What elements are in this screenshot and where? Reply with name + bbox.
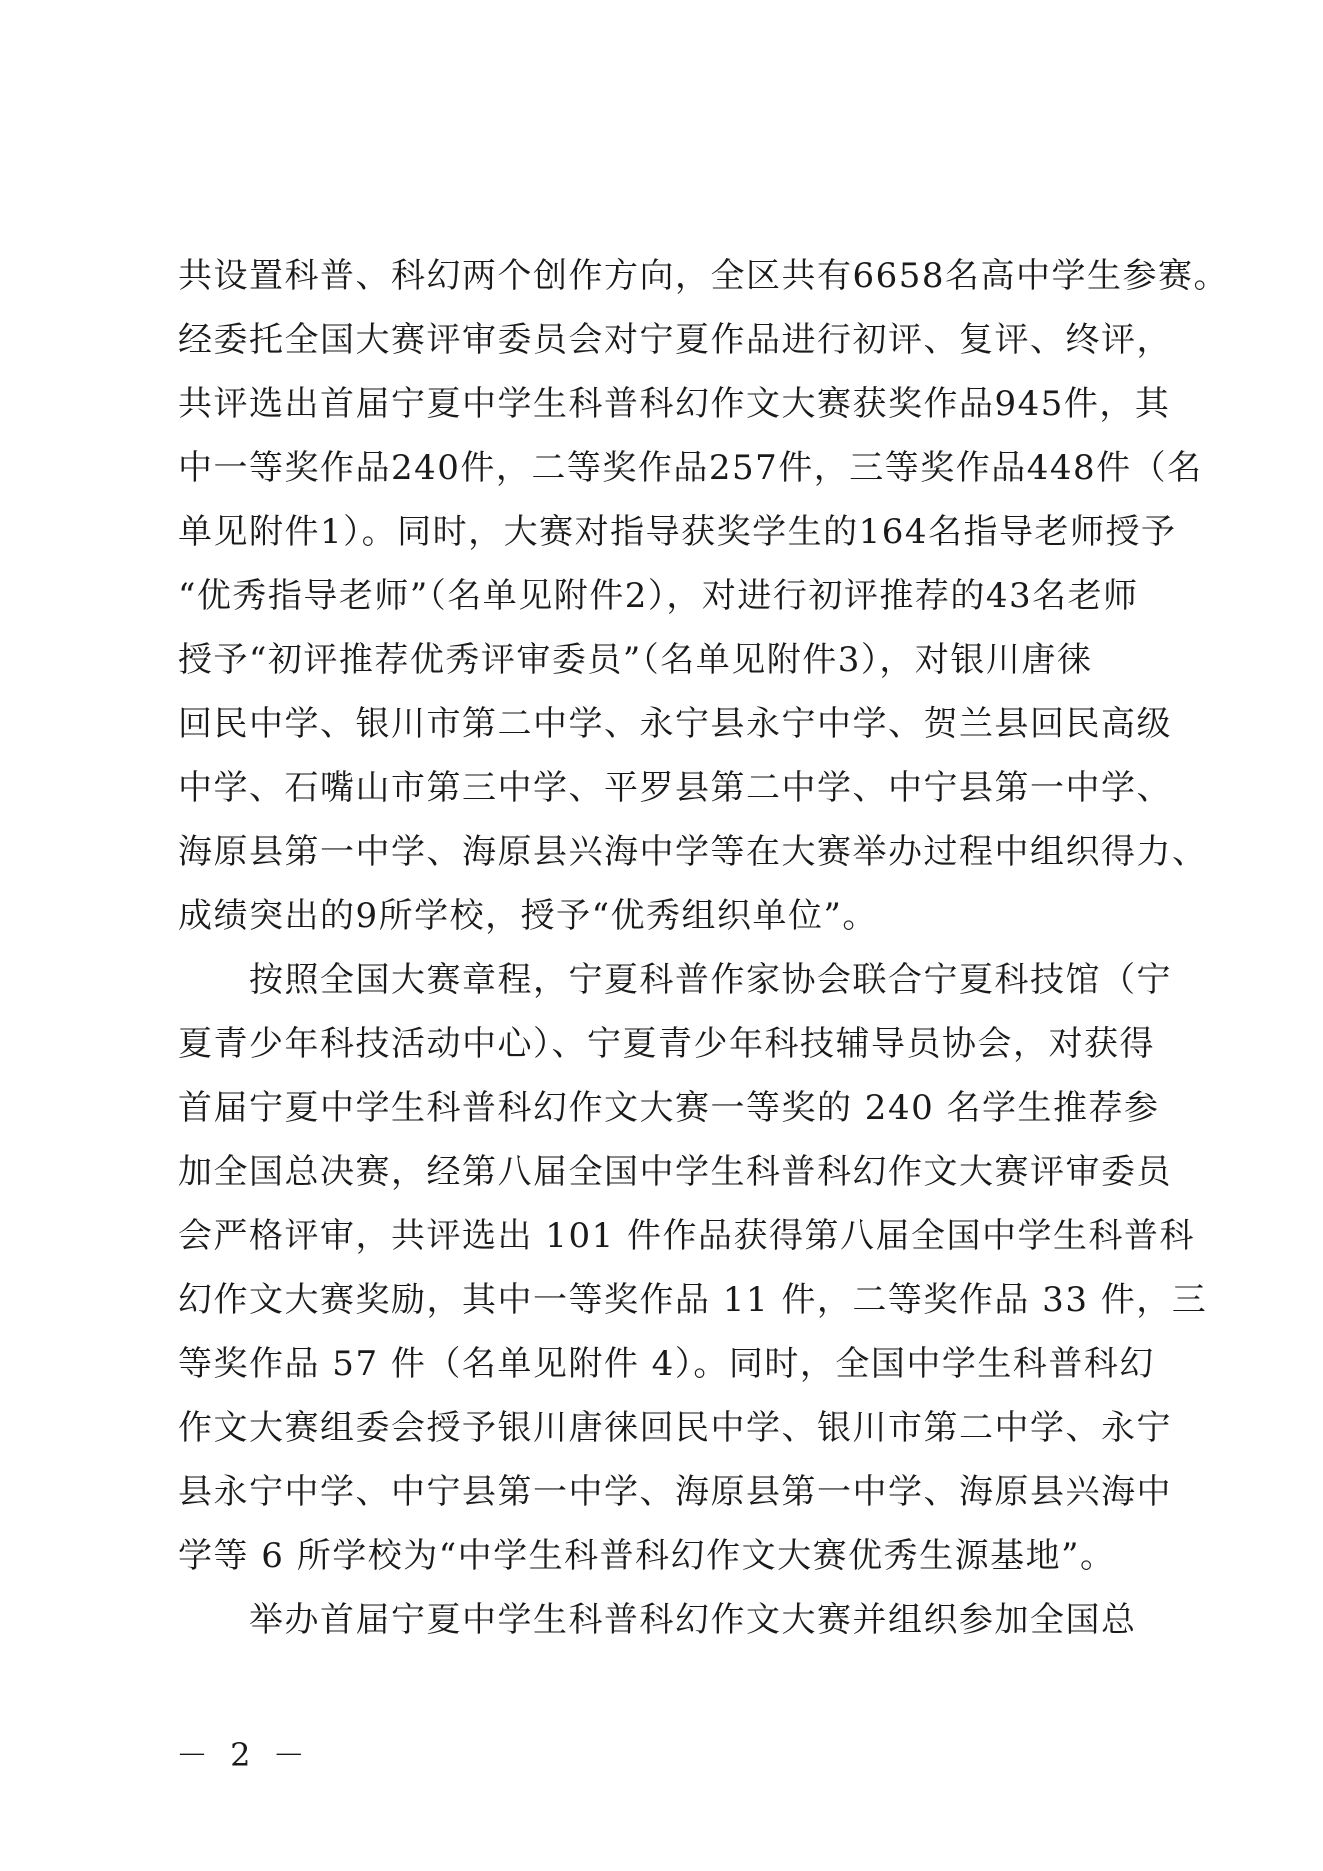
text-line: 中学、石嘴山市第三中学、平罗县第二中学、中宁县第一中学、 — [178, 768, 1172, 808]
text-line: 举办首届宁夏中学生科普科幻作文大赛并组织参加全国总 — [178, 1600, 1137, 1640]
text-line: 海原县第一中学、海原县兴海中学等在大赛举办过程中组织得力、 — [178, 832, 1208, 872]
text-line: 经委托全国大赛评审委员会对宁夏作品进行初评、复评、终评， — [178, 320, 1172, 360]
text-line: 授予“初评推荐优秀评审委员”（名单见附件3），对银川唐徕 — [178, 640, 1093, 680]
text-line: 中一等奖作品240件，二等奖作品257件，三等奖作品448件（名 — [178, 448, 1203, 488]
body-text — [178, 244, 1230, 1652]
text-line: 县永宁中学、中宁县第一中学、海原县第一中学、海原县兴海中 — [178, 1472, 1172, 1512]
text-line: “优秀指导老师”（名单见附件2），对进行初评推荐的43名老师 — [178, 576, 1139, 616]
text-line: 作文大赛组委会授予银川唐徕回民中学、银川市第二中学、永宁 — [178, 1408, 1172, 1448]
text-line: 回民中学、银川市第二中学、永宁县永宁中学、贺兰县回民高级 — [178, 704, 1172, 744]
text-line: 共评选出首届宁夏中学生科普科幻作文大赛获奖作品945件，其 — [178, 384, 1171, 424]
text-line: 成绩突出的9所学校，授予“优秀组织单位”。 — [178, 896, 878, 936]
text-line: 加全国总决赛，经第八届全国中学生科普科幻作文大赛评审委员 — [178, 1152, 1172, 1192]
text-line: 共设置科普、科幻两个创作方向，全区共有6658名高中学生参赛。 — [178, 256, 1230, 296]
text-line: 首届宁夏中学生科普科幻作文大赛一等奖的 240 名学生推荐参 — [178, 1088, 1160, 1128]
text-line: 会严格评审，共评选出 101 件作品获得第八届全国中学生科普科 — [178, 1216, 1196, 1256]
page-number: － 2 － — [176, 1736, 311, 1774]
text-line: 单见附件1）。同时，大赛对指导获奖学生的164名指导老师授予 — [178, 512, 1177, 552]
text-line: 按照全国大赛章程，宁夏科普作家协会联合宁夏科技馆（宁 — [178, 960, 1172, 1000]
text-line: 等奖作品 57 件（名单见附件 4）。同时，全国中学生科普科幻 — [178, 1344, 1155, 1384]
text-line: 幻作文大赛奖励，其中一等奖作品 11 件，二等奖作品 33 件，三 — [178, 1280, 1208, 1320]
text-line: 学等 6 所学校为“中学生科普科幻作文大赛优秀生源基地”。 — [178, 1536, 1116, 1576]
text-line: 夏青少年科技活动中心）、宁夏青少年科技辅导员协会，对获得 — [178, 1024, 1155, 1064]
